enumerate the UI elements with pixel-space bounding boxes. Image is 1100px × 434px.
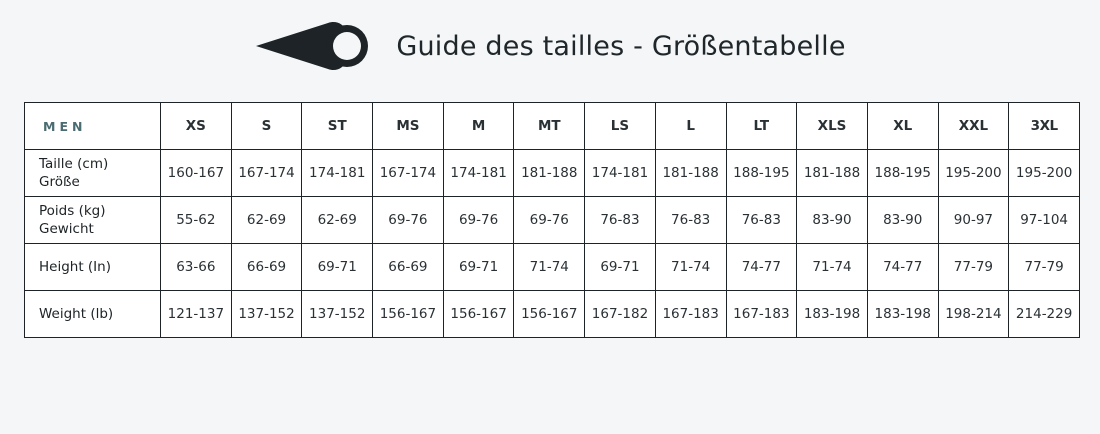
table-row: [25, 244, 1080, 291]
column-header-ms: MS: [373, 103, 444, 150]
cell: 76-83: [726, 197, 797, 244]
size-table: [24, 102, 1080, 338]
table-row: [25, 150, 1080, 197]
cell: 69-71: [443, 244, 514, 291]
cell: 167-183: [726, 291, 797, 338]
cell: 181-188: [514, 150, 585, 197]
cell: 167-182: [585, 291, 656, 338]
column-header-m: M: [443, 103, 514, 150]
row-label-line1: Height (In): [39, 258, 111, 275]
column-header-xxl: XXL: [938, 103, 1009, 150]
column-header-l: L: [655, 103, 726, 150]
cell: 71-74: [797, 244, 868, 291]
page-header: [0, 0, 1100, 92]
table-head: [25, 103, 1080, 150]
row-label-weight-kg: [25, 197, 161, 244]
cell: 77-79: [1009, 244, 1080, 291]
page-title: Guide des tailles - Größentabelle: [396, 30, 846, 62]
cell: 90-97: [938, 197, 1009, 244]
cell: 167-174: [373, 150, 444, 197]
cell: 181-188: [655, 150, 726, 197]
cell: 181-188: [797, 150, 868, 197]
cell: 174-181: [443, 150, 514, 197]
cell: 71-74: [655, 244, 726, 291]
cell: 188-195: [726, 150, 797, 197]
cell: 69-71: [302, 244, 373, 291]
cell: 156-167: [443, 291, 514, 338]
cell: 76-83: [585, 197, 656, 244]
cell: 66-69: [231, 244, 302, 291]
cell: 214-229: [1009, 291, 1080, 338]
cell: 188-195: [867, 150, 938, 197]
cell: 198-214: [938, 291, 1009, 338]
cell: 137-152: [231, 291, 302, 338]
cell: 62-69: [302, 197, 373, 244]
cell: 69-76: [443, 197, 514, 244]
cell: 74-77: [726, 244, 797, 291]
cell: 167-174: [231, 150, 302, 197]
row-label-line1: Taille (cm): [39, 155, 109, 172]
column-header-st: ST: [302, 103, 373, 150]
cell: 156-167: [514, 291, 585, 338]
cell: 62-69: [231, 197, 302, 244]
cell: 137-152: [302, 291, 373, 338]
row-label-line1: Weight (lb): [39, 305, 114, 322]
cell: 74-77: [867, 244, 938, 291]
table-corner-label: MEN: [25, 103, 161, 150]
cell: 167-183: [655, 291, 726, 338]
cell: 195-200: [938, 150, 1009, 197]
cell: 121-137: [161, 291, 232, 338]
column-header-mt: MT: [514, 103, 585, 150]
cell: 66-69: [373, 244, 444, 291]
cell: 97-104: [1009, 197, 1080, 244]
cell: 195-200: [1009, 150, 1080, 197]
column-header-lt: LT: [726, 103, 797, 150]
cell: 69-76: [514, 197, 585, 244]
table-row: [25, 197, 1080, 244]
column-header-s: S: [231, 103, 302, 150]
cell: 83-90: [797, 197, 868, 244]
header-row: [25, 103, 1080, 150]
row-label-height-cm: [25, 150, 161, 197]
cell: 83-90: [867, 197, 938, 244]
column-header-xl: XL: [867, 103, 938, 150]
row-label-line1: Poids (kg): [39, 202, 106, 219]
column-header-xs: XS: [161, 103, 232, 150]
row-label-weight-lb: [25, 291, 161, 338]
cell: 55-62: [161, 197, 232, 244]
column-header-xls: XLS: [797, 103, 868, 150]
cell: 160-167: [161, 150, 232, 197]
column-header-ls: LS: [585, 103, 656, 150]
table-body: [25, 150, 1080, 338]
cell: 76-83: [655, 197, 726, 244]
cell: 69-76: [373, 197, 444, 244]
column-header-3xl: 3XL: [1009, 103, 1080, 150]
row-label-line2: Gewicht: [39, 221, 94, 237]
row-label-height-in: [25, 244, 161, 291]
brand-logo: [254, 20, 374, 72]
table-row: [25, 291, 1080, 338]
cell: 69-71: [585, 244, 656, 291]
cell: 183-198: [867, 291, 938, 338]
cell: 183-198: [797, 291, 868, 338]
cell: 63-66: [161, 244, 232, 291]
cell: 77-79: [938, 244, 1009, 291]
row-label-line2: Größe: [39, 174, 80, 190]
cell: 156-167: [373, 291, 444, 338]
size-table-container: [24, 102, 1080, 338]
cell: 174-181: [302, 150, 373, 197]
cell: 71-74: [514, 244, 585, 291]
cell: 174-181: [585, 150, 656, 197]
